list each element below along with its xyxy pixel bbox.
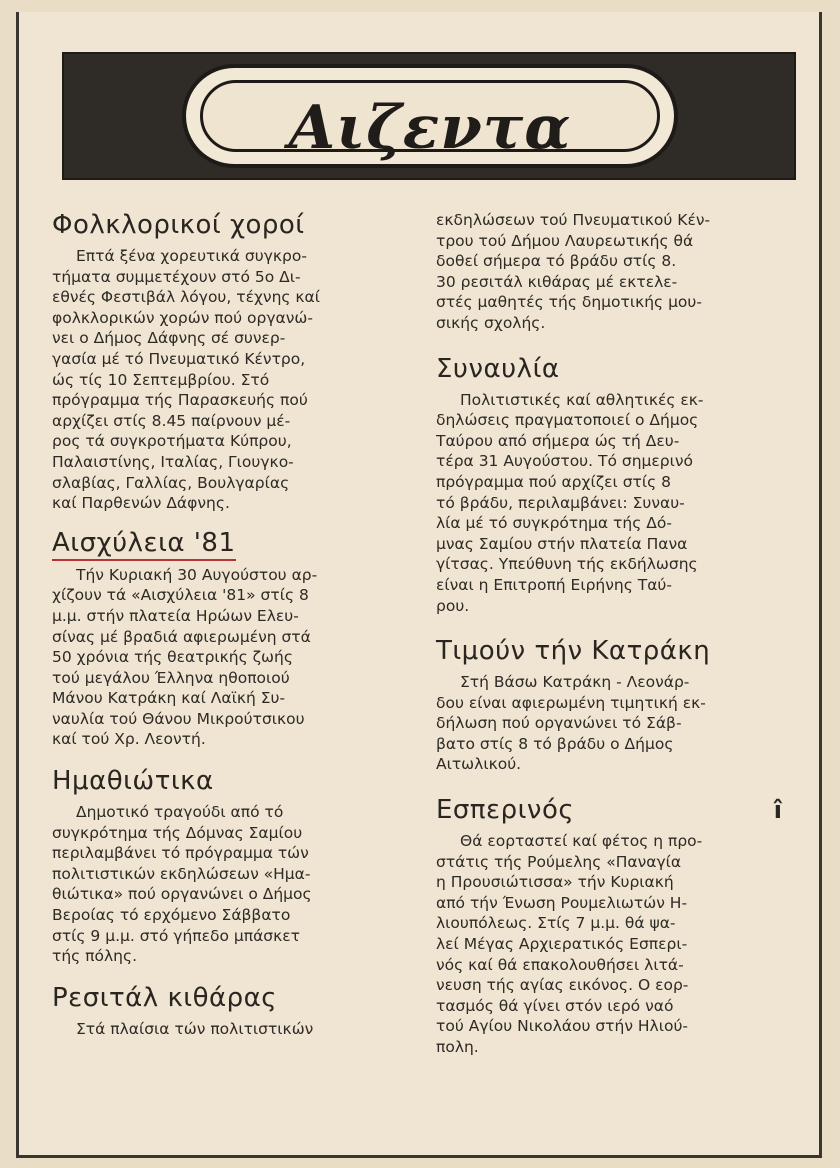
section-banner xyxy=(62,52,796,180)
body-line: Στή Βάσω Κατράκη - Λεονάρ- xyxy=(460,673,690,692)
body-line: συγκρότημα τής Δόμνας Σαμίου xyxy=(52,823,303,842)
body-line: αρχίζει στίς 8.45 παίρνουν μέ- xyxy=(52,411,291,430)
body-line: Τήν Κυριακή 30 Αυγούστου αρ- xyxy=(76,565,318,584)
article-headline: Αισχύλεια '81 xyxy=(52,528,236,561)
article-headline: Ημαθιώτικα xyxy=(52,766,214,797)
body-line: σικής σχολής. xyxy=(436,313,546,332)
body-line: λία μέ τό συγκρότημα τής Δό- xyxy=(436,514,672,533)
body-line: Πολιτιστικές καί αθλητικές εκ- xyxy=(460,390,704,409)
body-line: νει ο Δήμος Δάφνης σέ συνερ- xyxy=(52,329,286,348)
article-katraki-tribute xyxy=(436,634,788,775)
body-line: μ.μ. στήν πλατεία Ηρώων Ελευ- xyxy=(52,606,299,625)
body-line: δήλωση πού οργανώνει τό Σάβ- xyxy=(436,714,682,733)
article-body xyxy=(52,246,404,514)
body-line: πολη. xyxy=(436,1038,479,1056)
body-line: από τήν Ένωση Ρουμελιωτών Η- xyxy=(436,893,688,912)
article-body xyxy=(52,565,404,750)
body-line: τού μεγάλου Έλληνα ηθοποιού xyxy=(52,668,290,687)
body-line: είναι η Επιτροπή Ειρήνης Ταύ- xyxy=(436,575,672,594)
body-line: Αιτωλικού. xyxy=(436,755,522,774)
body-line: σλαβίας, Γαλλίας, Βουλγαρίας xyxy=(52,473,290,492)
body-line: νευση τής αγίας εικόνος. Ο εορ- xyxy=(436,976,689,995)
body-line: γίτσας. Υπεύθυνη τής εκδήλωσης xyxy=(436,555,698,574)
left-column xyxy=(52,208,404,1053)
body-line: πολιτιστικών εκδηλώσεων «Ημα- xyxy=(52,864,311,883)
body-line: Βεροίας τό ερχόμενο Σάββατο xyxy=(52,906,291,925)
body-line: ρου. xyxy=(436,596,470,615)
body-line: ώς τίς 10 Σεπτεμβρίου. Στό xyxy=(52,370,270,389)
article-headline: Τιμούν τήν Κατράκη xyxy=(436,636,711,667)
body-line: Στά πλαίσια τών πολιτιστικών xyxy=(76,1019,314,1038)
article-concert xyxy=(436,352,788,617)
article-body xyxy=(436,210,788,334)
article-imathiotika xyxy=(52,764,404,967)
body-line: εκδηλώσεων τού Πνευματικού Κέν- xyxy=(436,211,711,229)
body-line: τό βράδυ, περιλαμβάνει: Συναυ- xyxy=(436,493,685,512)
body-line: τρου τού Δήμου Λαυρεωτικής θά xyxy=(436,231,694,250)
article-guitar-recital-continued xyxy=(436,210,788,334)
banner-frame xyxy=(182,64,678,168)
section-title: Αιζεντα xyxy=(288,93,572,163)
body-line: τασμός θά γίνει στόν ιερό ναό xyxy=(436,996,674,1015)
body-line: σίνας μέ βραδιά αφιερωμένη στά xyxy=(52,627,311,646)
body-line: Επτά ξένα χορευτικά συγκρο- xyxy=(76,247,307,265)
body-line: 50 χρόνια τής θεατρικής ζωής xyxy=(52,648,293,667)
body-line: ρος τά συγκροτήματα Κύπρου, xyxy=(52,432,292,451)
body-line: ναυλία τού Θάνου Μικρούτσικου xyxy=(52,709,305,728)
body-line: στίς 9 μ.μ. στό γήπεδο μπάσκετ xyxy=(52,926,300,945)
article-aeschylia xyxy=(52,528,404,750)
body-line: στάτις τής Ρούμελης «Παναγία xyxy=(436,852,682,871)
body-line: νός καί θά επακολουθήσει λιτά- xyxy=(436,955,684,974)
body-line: Παλαιστίνης, Ιταλίας, Γιουγκο- xyxy=(52,452,294,471)
body-line: πρόγραμμα πού αρχίζει στίς 8 xyxy=(436,472,671,491)
article-vespers xyxy=(436,793,788,1058)
church-symbol-icon: î xyxy=(773,796,782,825)
article-guitar-recital xyxy=(52,981,404,1040)
body-line: τής πόλης. xyxy=(52,947,138,966)
body-line: Δημοτικό τραγούδι από τό xyxy=(76,803,284,822)
body-line: λεί Μέγας Αρχιερατικός Εσπερι- xyxy=(436,935,688,954)
article-body xyxy=(52,802,404,967)
article-headline: Φολκλορικοί χοροί xyxy=(52,210,305,240)
body-line: τέρα 31 Αυγούστου. Τό σημερινό xyxy=(436,452,693,471)
body-line: καί Παρθενών Δάφνης. xyxy=(52,494,230,513)
body-line: Θά εορταστεί καί φέτος η προ- xyxy=(460,832,703,851)
banner-pill xyxy=(200,80,660,163)
article-body xyxy=(52,1019,404,1040)
body-line: βατο στίς 8 τό βράδυ ο Δήμος xyxy=(436,734,674,753)
body-line: καί τού Χρ. Λεοντή. xyxy=(52,730,206,749)
article-headline: Συναυλία xyxy=(436,353,560,384)
body-line: δου είναι αφιερωμένη τιμητική εκ- xyxy=(436,693,706,712)
body-line: θιώτικα» πού οργανώνει ο Δήμος xyxy=(52,885,312,904)
body-line: δοθεί σήμερα τό βράδυ στίς 8. xyxy=(436,252,677,271)
headline-row xyxy=(436,793,788,831)
body-line: εθνές Φεστιβάλ λόγου, τέχνης καί xyxy=(52,288,321,307)
body-line: γασία μέ τό Πνευματικό Κέντρο, xyxy=(52,349,306,368)
body-line: 30 ρεσιτάλ κιθάρας μέ εκτελε- xyxy=(436,272,678,291)
body-line: η Προυσιώτισσα» τήν Κυριακή xyxy=(436,873,674,892)
article-body xyxy=(436,672,788,775)
article-headline: Ρεσιτάλ κιθάρας xyxy=(52,982,278,1013)
article-headline: Εσπερινός xyxy=(436,795,575,826)
article-body xyxy=(436,831,788,1058)
body-line: Μάνου Κατράκη καί Λαϊκή Συ- xyxy=(52,689,286,708)
body-line: φολκλορικών χορών πού οργανώ- xyxy=(52,308,313,327)
body-line: χίζουν τά «Αισχύλεια '81» στίς 8 xyxy=(52,586,309,605)
right-column xyxy=(436,208,788,1072)
body-line: μνας Σαμίου στήν πλατεία Πανα xyxy=(436,534,688,553)
body-line: τήματα συμμετέχουν στό 5ο Δι- xyxy=(52,267,301,286)
body-line: δηλώσεις πραγματοποιεί ο Δήμος xyxy=(436,411,699,430)
body-line: τού Αγίου Νικολάου στήν Ηλιού- xyxy=(436,1017,689,1036)
body-line: Ταύρου από σήμερα ώς τή Δευ- xyxy=(436,431,680,450)
body-line: στές μαθητές τής δημοτικής μου- xyxy=(436,293,702,312)
body-line: πρόγραμμα τής Παρασκευής πού xyxy=(52,391,308,410)
article-body xyxy=(436,390,788,617)
article-folk-dances xyxy=(52,208,404,514)
body-line: λιουπόλεως. Στίς 7 μ.μ. θά ψα- xyxy=(436,914,676,933)
body-line: περιλαμβάνει τό πρόγραμμα τών xyxy=(52,844,309,863)
